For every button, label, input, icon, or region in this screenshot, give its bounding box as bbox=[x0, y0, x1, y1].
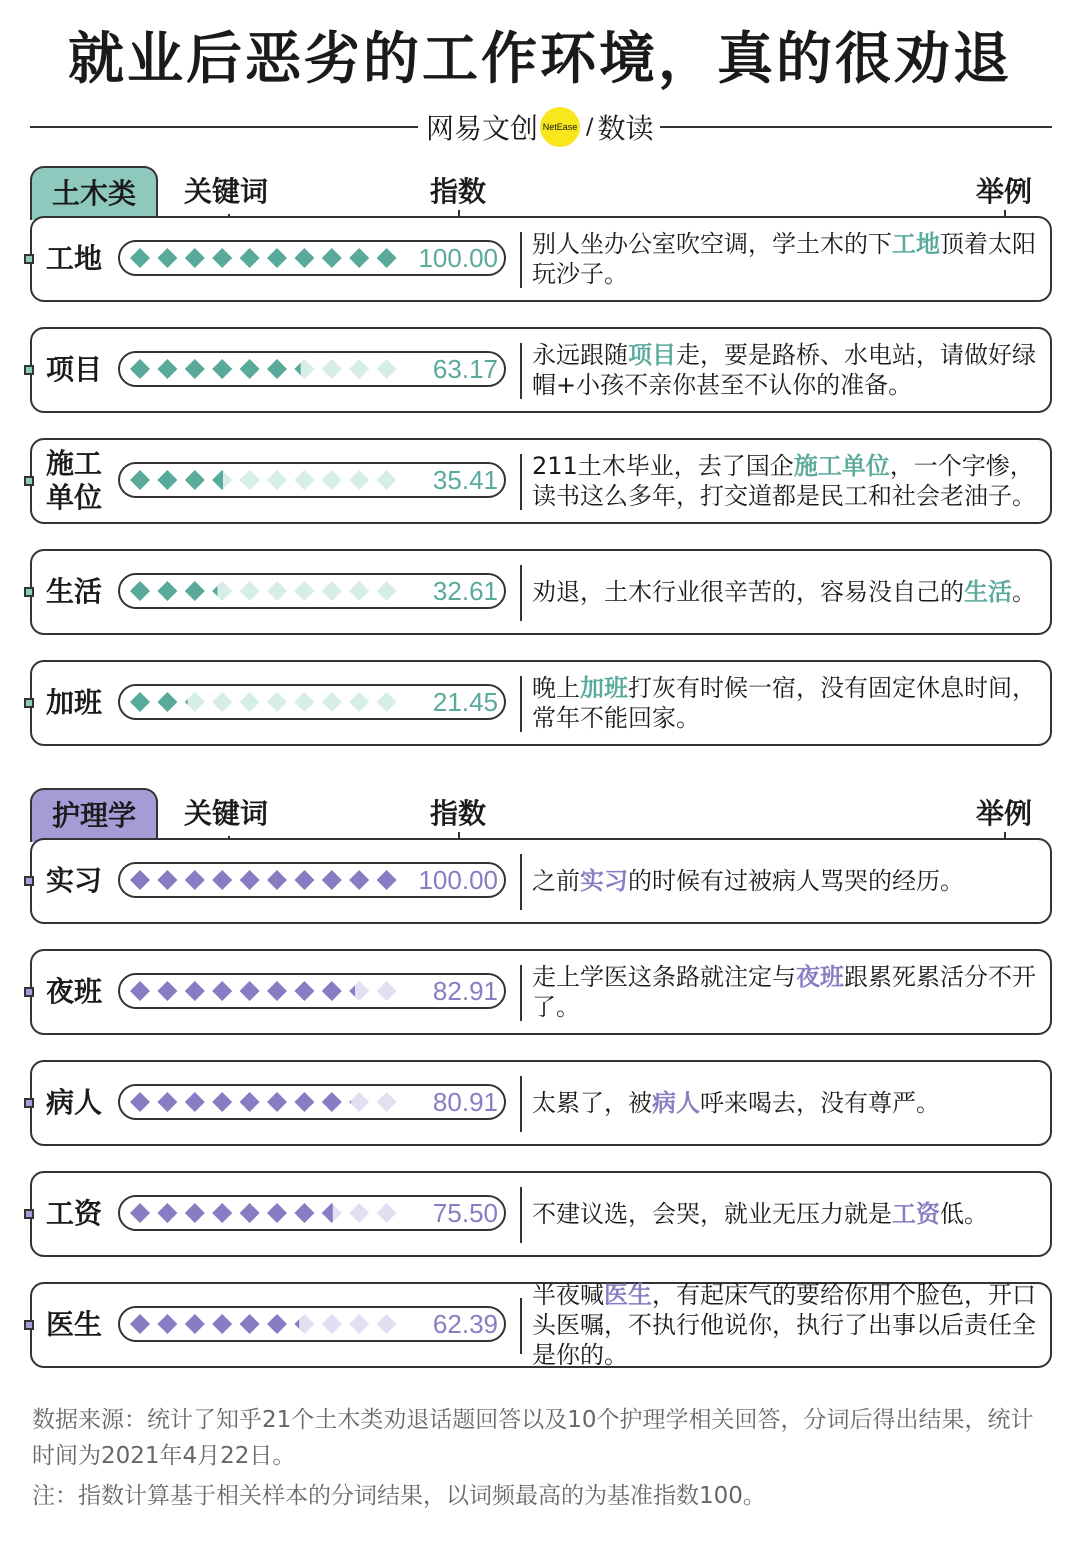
header-index: 指数 bbox=[430, 797, 487, 830]
diamond-filled bbox=[322, 870, 342, 890]
index-value: 35.41 bbox=[432, 465, 498, 495]
diamond-meter bbox=[126, 975, 416, 1007]
example-keyword: 工地 bbox=[892, 230, 940, 258]
header-keyword: 关键词 bbox=[184, 175, 269, 208]
diamond-filled bbox=[130, 359, 150, 379]
diamond-filled bbox=[185, 870, 205, 890]
index-bar bbox=[118, 684, 506, 720]
keyword-text: 工地 bbox=[46, 242, 103, 275]
row-marker bbox=[24, 1320, 34, 1330]
diamond-filled bbox=[240, 1092, 260, 1112]
example-keyword: 工资 bbox=[892, 1200, 940, 1228]
index-bar bbox=[118, 351, 506, 387]
diamond-empty bbox=[240, 581, 260, 601]
diamond-filled bbox=[130, 248, 150, 268]
keyword-text: 工资 bbox=[46, 1197, 103, 1230]
diamond-empty bbox=[349, 1203, 369, 1223]
example-keyword: 医生 bbox=[604, 1281, 652, 1309]
diamond-empty bbox=[377, 581, 397, 601]
diamond-meter bbox=[126, 242, 416, 274]
index-bar bbox=[118, 1306, 506, 1342]
diamond-empty bbox=[349, 470, 369, 490]
diamond-filled bbox=[349, 248, 369, 268]
keyword-row bbox=[30, 660, 1052, 746]
diamond-filled bbox=[157, 1092, 177, 1112]
example-quote bbox=[532, 218, 1044, 300]
header-example: 举例 bbox=[976, 175, 1033, 208]
row-marker bbox=[24, 876, 34, 886]
example-pre: 走上学医这条路就注定与 bbox=[532, 963, 796, 991]
example-post: ，有起床气的要给你用个脸色，开口头医嘱，不执行他说你，执行了出事以后责任全是你的。 bbox=[532, 1281, 1036, 1369]
row-divider bbox=[520, 1076, 522, 1132]
diamond-filled bbox=[212, 1092, 232, 1112]
civil-section bbox=[0, 166, 1080, 756]
diamond-meter bbox=[126, 464, 416, 496]
diamond-filled bbox=[267, 248, 287, 268]
keyword-text: 加班 bbox=[46, 686, 103, 719]
example-keyword: 项目 bbox=[628, 341, 676, 369]
diamond-filled bbox=[185, 359, 205, 379]
example-text bbox=[532, 340, 1044, 400]
example-post: 跟累死累活分不开了。 bbox=[532, 963, 1036, 1021]
index-value: 21.45 bbox=[432, 687, 498, 717]
row-divider bbox=[520, 232, 522, 288]
row-divider bbox=[520, 565, 522, 621]
diamond-filled bbox=[212, 359, 232, 379]
data-source-note: 数据来源：统计了知乎21个土木类劝退话题回答以及10个护理学相关回答，分词后得出结果，统计时间为2021年4月22日。 bbox=[32, 1407, 1034, 1469]
page-title: 就业后恶劣的工作环境，真的很劝退 bbox=[68, 27, 1012, 92]
example-post: 顶着太阳玩沙子。 bbox=[532, 230, 1036, 288]
diamond-filled bbox=[130, 470, 150, 490]
example-text bbox=[532, 1280, 1044, 1370]
example-post: 低。 bbox=[940, 1200, 988, 1228]
keyword-row bbox=[30, 216, 1052, 302]
diamond-filled bbox=[130, 1092, 150, 1112]
example-keyword: 施工单位 bbox=[793, 452, 890, 480]
example-keyword: 病人 bbox=[652, 1089, 700, 1117]
diamond-empty bbox=[322, 470, 342, 490]
diamond-meter bbox=[126, 1197, 416, 1229]
example-post: 走，要是路桥、水电站，请做好绿帽+小孩不亲你甚至不认你的准备。 bbox=[532, 341, 1036, 399]
example-quote bbox=[532, 951, 1044, 1033]
example-pre: 211土木毕业，去了国企 bbox=[532, 452, 794, 480]
keyword-label bbox=[46, 951, 122, 1033]
keyword-text: 病人 bbox=[46, 1086, 103, 1119]
diamond-filled bbox=[212, 1203, 232, 1223]
keyword-text: 夜班 bbox=[46, 975, 103, 1008]
diamond-filled bbox=[185, 981, 205, 1001]
keyword-row bbox=[30, 1171, 1052, 1257]
example-post: ，一个字惨，读书这么多年，打交道都是民工和社会老油子。 bbox=[532, 452, 1036, 510]
keyword-label bbox=[46, 329, 122, 411]
index-bar bbox=[118, 573, 506, 609]
brand-badge-icon: NetEase bbox=[540, 107, 580, 147]
row-marker bbox=[24, 254, 34, 264]
keyword-label bbox=[46, 440, 122, 522]
keyword-label bbox=[46, 1173, 122, 1255]
diamond-empty bbox=[349, 1092, 369, 1112]
keyword-label bbox=[46, 218, 122, 300]
diamond-filled bbox=[130, 692, 150, 712]
diamond-filled bbox=[240, 359, 260, 379]
diamond-filled bbox=[240, 1203, 260, 1223]
diamond-filled bbox=[185, 1203, 205, 1223]
nursing-section bbox=[0, 788, 1080, 1378]
diamond-filled bbox=[240, 981, 260, 1001]
header-index: 指数 bbox=[430, 175, 487, 208]
index-bar bbox=[118, 862, 506, 898]
diamond-filled bbox=[322, 248, 342, 268]
diamond-filled bbox=[157, 359, 177, 379]
row-marker bbox=[24, 698, 34, 708]
diamond-filled bbox=[130, 981, 150, 1001]
example-text bbox=[532, 229, 1044, 289]
diamond-empty bbox=[322, 692, 342, 712]
example-text bbox=[532, 866, 964, 896]
diamond-filled bbox=[130, 581, 150, 601]
diamond-empty bbox=[377, 1203, 397, 1223]
keyword-text: 医生 bbox=[46, 1308, 103, 1341]
example-pre: 太累了，被 bbox=[532, 1089, 652, 1117]
diamond-filled bbox=[157, 470, 177, 490]
row-divider bbox=[520, 343, 522, 399]
diamond-empty bbox=[240, 470, 260, 490]
keyword-label bbox=[46, 551, 122, 633]
diamond-empty bbox=[294, 581, 314, 601]
diamond-filled bbox=[322, 1092, 342, 1112]
example-pre: 永远跟随 bbox=[532, 341, 628, 369]
example-text bbox=[532, 1199, 988, 1229]
index-value: 80.91 bbox=[432, 1087, 498, 1117]
diamond-meter bbox=[126, 575, 416, 607]
diamond-filled bbox=[267, 981, 287, 1001]
index-bar bbox=[118, 1195, 506, 1231]
example-pre: 劝退，土木行业很辛苦的，容易没自己的 bbox=[532, 578, 964, 606]
example-text bbox=[532, 962, 1044, 1022]
keyword-label bbox=[46, 1284, 122, 1366]
example-quote bbox=[532, 440, 1044, 522]
keyword-row bbox=[30, 327, 1052, 413]
diamond-empty bbox=[322, 1314, 342, 1334]
diamond-filled bbox=[267, 1314, 287, 1334]
row-divider bbox=[520, 965, 522, 1021]
example-quote bbox=[532, 551, 1044, 633]
keyword-row bbox=[30, 549, 1052, 635]
diamond-empty bbox=[322, 359, 342, 379]
diamond-filled bbox=[157, 581, 177, 601]
index-value: 62.39 bbox=[432, 1309, 498, 1339]
diamond-meter bbox=[126, 686, 416, 718]
diamond-filled bbox=[185, 248, 205, 268]
diamond-filled bbox=[212, 870, 232, 890]
index-value: 63.17 bbox=[432, 354, 498, 384]
keyword-row bbox=[30, 949, 1052, 1035]
diamond-filled bbox=[294, 1092, 314, 1112]
diamond-empty bbox=[294, 470, 314, 490]
section-tab: 土木类 bbox=[30, 166, 158, 220]
diamond-empty bbox=[349, 692, 369, 712]
example-text bbox=[532, 673, 1044, 733]
diamond-filled bbox=[294, 870, 314, 890]
diamond-empty bbox=[240, 692, 260, 712]
index-value: 100.00 bbox=[418, 243, 498, 273]
header-keyword: 关键词 bbox=[184, 797, 269, 830]
diamond-filled bbox=[240, 870, 260, 890]
example-quote bbox=[532, 662, 1044, 744]
example-text bbox=[532, 451, 1044, 511]
keyword-row bbox=[30, 1282, 1052, 1368]
diamond-empty bbox=[294, 692, 314, 712]
diamond-filled bbox=[157, 870, 177, 890]
diamond-filled bbox=[157, 248, 177, 268]
diamond-filled bbox=[185, 581, 205, 601]
brand-slash: / bbox=[586, 114, 594, 140]
example-keyword: 实习 bbox=[580, 867, 628, 895]
keyword-label bbox=[46, 662, 122, 744]
diamond-filled bbox=[185, 1314, 205, 1334]
divider-left bbox=[30, 126, 418, 128]
diamond-empty bbox=[377, 359, 397, 379]
diamond-filled bbox=[294, 981, 314, 1001]
example-pre: 半夜喊 bbox=[532, 1281, 604, 1309]
diamond-filled bbox=[130, 870, 150, 890]
diamond-empty bbox=[377, 1092, 397, 1112]
diamond-filled bbox=[267, 1092, 287, 1112]
row-divider bbox=[520, 854, 522, 910]
row-marker bbox=[24, 587, 34, 597]
example-pre: 之前 bbox=[532, 867, 580, 895]
diamond-empty bbox=[185, 692, 205, 712]
header-example: 举例 bbox=[976, 797, 1033, 830]
diamond-empty bbox=[377, 981, 397, 1001]
row-divider bbox=[520, 1298, 522, 1354]
diamond-filled bbox=[130, 1314, 150, 1334]
diamond-filled bbox=[157, 1314, 177, 1334]
diamond-empty bbox=[267, 470, 287, 490]
row-divider bbox=[520, 1187, 522, 1243]
row-marker bbox=[24, 365, 34, 375]
diamond-filled bbox=[185, 1092, 205, 1112]
diamond-filled bbox=[322, 981, 342, 1001]
row-marker bbox=[24, 987, 34, 997]
diamond-filled bbox=[267, 870, 287, 890]
diamond-filled bbox=[349, 870, 369, 890]
example-pre: 不建议选，会哭，就业无压力就是 bbox=[532, 1200, 892, 1228]
diamond-filled bbox=[212, 981, 232, 1001]
example-post: 。 bbox=[1012, 578, 1036, 606]
diamond-filled bbox=[157, 1203, 177, 1223]
divider-right bbox=[660, 126, 1052, 128]
diamond-filled bbox=[212, 1314, 232, 1334]
diamond-meter bbox=[126, 353, 416, 385]
example-pre: 晚上 bbox=[532, 674, 580, 702]
diamond-empty bbox=[377, 470, 397, 490]
example-text bbox=[532, 1088, 940, 1118]
keyword-label bbox=[46, 1062, 122, 1144]
example-post: 的时候有过被病人骂哭的经历。 bbox=[628, 867, 964, 895]
diamond-filled bbox=[377, 870, 397, 890]
diamond-filled bbox=[157, 692, 177, 712]
example-post: 呼来喝去，没有尊严。 bbox=[700, 1089, 940, 1117]
keyword-text: 项目 bbox=[46, 353, 103, 386]
row-marker bbox=[24, 476, 34, 486]
example-post: 打灰有时候一宿，没有固定休息时间，常年不能回家。 bbox=[532, 674, 1036, 732]
keyword-label bbox=[46, 840, 122, 922]
brand-name: 网易文创 bbox=[426, 112, 539, 145]
row-divider bbox=[520, 676, 522, 732]
keyword-row bbox=[30, 1060, 1052, 1146]
index-bar bbox=[118, 973, 506, 1009]
diamond-meter bbox=[126, 864, 416, 896]
brand-column: 数读 bbox=[597, 112, 654, 145]
diamond-empty bbox=[349, 581, 369, 601]
example-quote bbox=[532, 329, 1044, 411]
example-keyword: 加班 bbox=[580, 674, 628, 702]
example-keyword: 生活 bbox=[964, 578, 1012, 606]
brand-logo bbox=[426, 104, 653, 150]
index-value: 82.91 bbox=[432, 976, 498, 1006]
diamond-filled bbox=[130, 1203, 150, 1223]
diamond-empty bbox=[377, 692, 397, 712]
row-marker bbox=[24, 1209, 34, 1219]
example-pre: 别人坐办公室吹空调，学土木的下 bbox=[532, 230, 892, 258]
diamond-filled bbox=[185, 470, 205, 490]
keyword-text: 生活 bbox=[46, 575, 103, 608]
diamond-filled bbox=[267, 1203, 287, 1223]
index-note: 注：指数计算基于相关样本的分词结果，以词频最高的为基准指数100。 bbox=[32, 1483, 766, 1509]
diamond-meter bbox=[126, 1086, 416, 1118]
example-quote bbox=[532, 1062, 1044, 1144]
example-keyword: 夜班 bbox=[796, 963, 844, 991]
keyword-row bbox=[30, 838, 1052, 924]
diamond-meter bbox=[126, 1308, 416, 1340]
diamond-filled bbox=[267, 359, 287, 379]
row-marker bbox=[24, 1098, 34, 1108]
index-value: 75.50 bbox=[432, 1198, 498, 1228]
keyword-text: 施工单位 bbox=[46, 447, 103, 514]
diamond-empty bbox=[212, 692, 232, 712]
diamond-filled bbox=[240, 1314, 260, 1334]
diamond-filled bbox=[157, 981, 177, 1001]
example-text bbox=[532, 577, 1036, 607]
diamond-filled bbox=[212, 248, 232, 268]
example-quote bbox=[532, 1281, 1044, 1369]
diamond-empty bbox=[322, 581, 342, 601]
example-quote bbox=[532, 840, 1044, 922]
diamond-empty bbox=[267, 692, 287, 712]
row-divider bbox=[520, 454, 522, 510]
example-quote bbox=[532, 1173, 1044, 1255]
section-tab: 护理学 bbox=[30, 788, 158, 842]
diamond-empty bbox=[349, 1314, 369, 1334]
diamond-filled bbox=[240, 248, 260, 268]
brand-row bbox=[30, 104, 1052, 150]
diamond-empty bbox=[267, 581, 287, 601]
index-value: 100.00 bbox=[418, 865, 498, 895]
index-bar bbox=[118, 240, 506, 276]
diamond-empty bbox=[349, 359, 369, 379]
index-bar bbox=[118, 462, 506, 498]
diamond-filled bbox=[377, 248, 397, 268]
keyword-row bbox=[30, 438, 1052, 524]
diamond-empty bbox=[377, 1314, 397, 1334]
keyword-text: 实习 bbox=[46, 864, 103, 897]
index-value: 32.61 bbox=[432, 576, 498, 606]
diamond-filled bbox=[294, 248, 314, 268]
index-bar bbox=[118, 1084, 506, 1120]
diamond-filled bbox=[294, 1203, 314, 1223]
